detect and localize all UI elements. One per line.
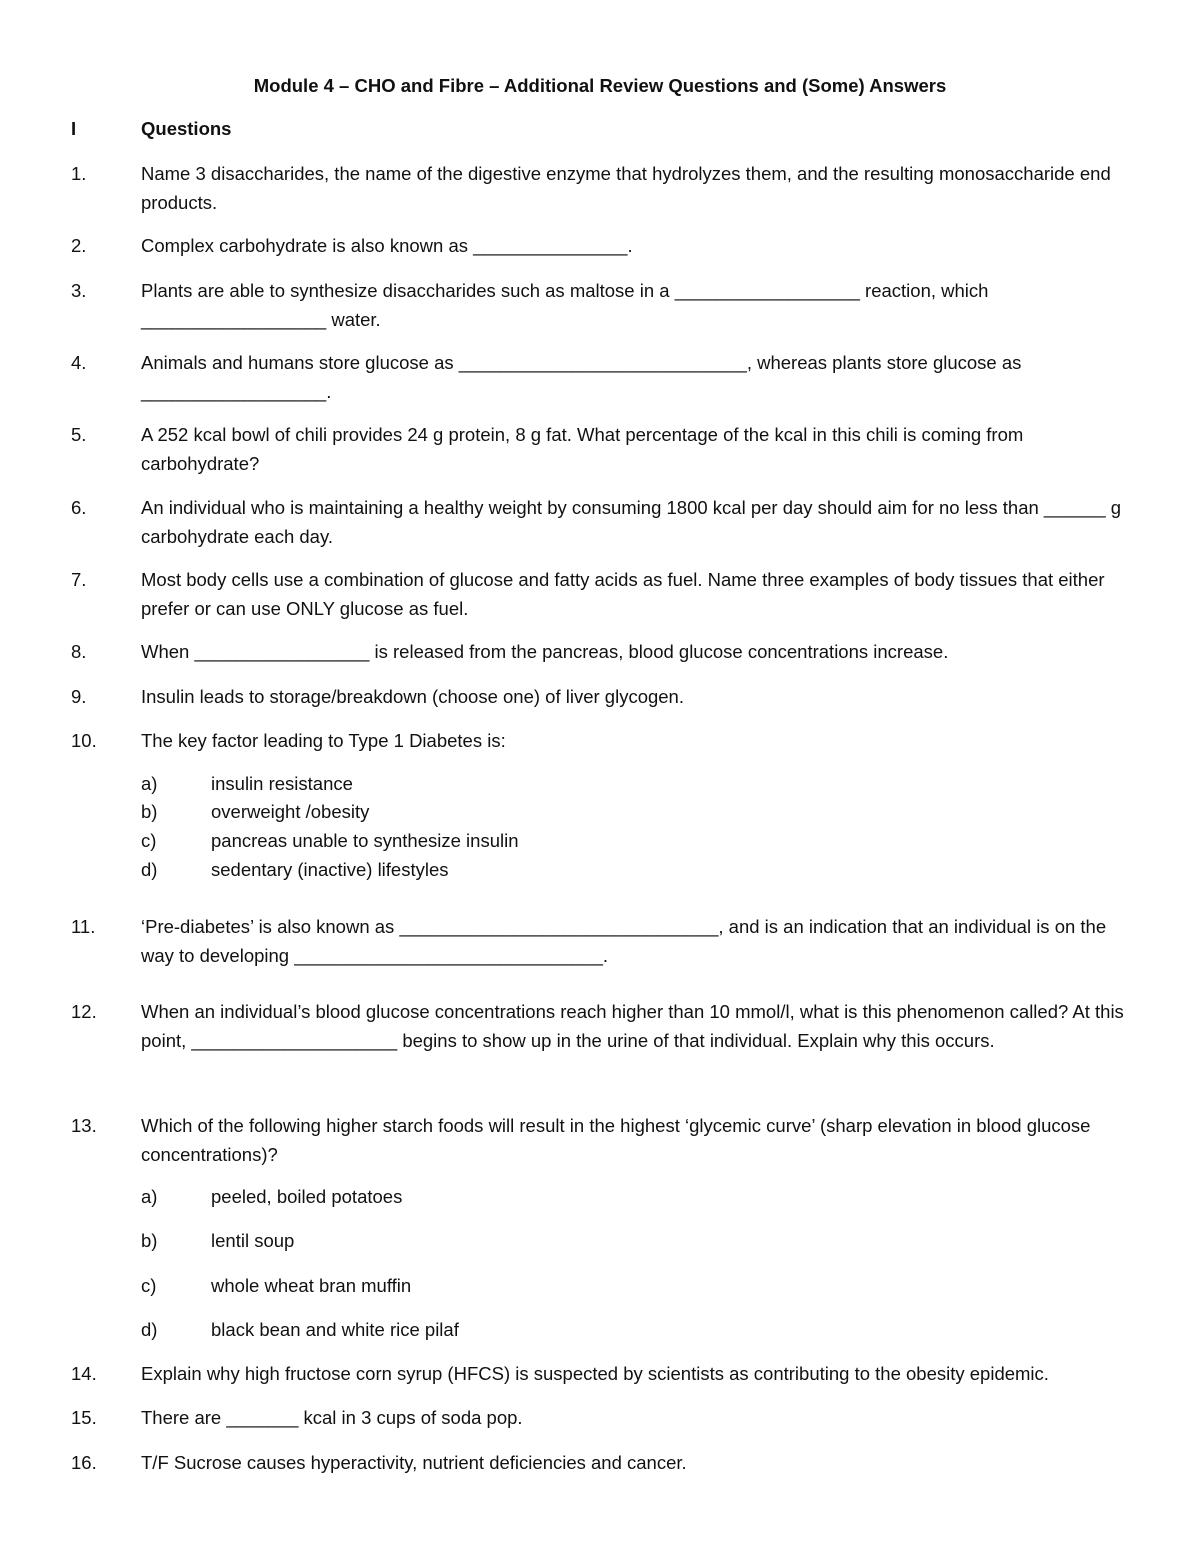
- question-text: Plants are able to synthesize disaccharides such as maltose in a __________________ reaction, which __________________ water.: [141, 280, 989, 330]
- question-number: 10.: [71, 730, 97, 751]
- question-number: 11.: [71, 916, 96, 937]
- answer-option: [141, 1318, 459, 1342]
- question-number: 6.: [71, 497, 87, 518]
- option-text: overweight /obesity: [211, 801, 370, 822]
- question-text: ‘Pre-diabetes’ is also known as _______________________________, and is an indication that an individual is on the way to developing ______________________________.: [141, 916, 1107, 966]
- document-title: Module 4 – CHO and Fibre – Additional Review Questions and (Some) Answers: [253, 75, 947, 96]
- answer-option: [141, 1185, 402, 1209]
- question-10: [71, 727, 1131, 756]
- option-letter: d): [141, 1319, 158, 1340]
- question-15: [71, 1404, 1131, 1433]
- question-6: [71, 494, 1131, 551]
- option-letter: c): [141, 1275, 157, 1296]
- question-9: [71, 683, 1131, 712]
- question-text: An individual who is maintaining a healthy weight by consuming 1800 kcal per day should aim for no less than ______ g carbohydrate each day.: [141, 497, 1122, 547]
- answer-option: [141, 772, 353, 796]
- question-7: [71, 566, 1131, 623]
- question-text: Most body cells use a combination of glucose and fatty acids as fuel. Name three examples of body tissues that either prefer or can use ONLY glucose as fuel.: [141, 569, 1105, 619]
- question-text: Explain why high fructose corn syrup (HFCS) is suspected by scientists as contributing to the obesity epidemic.: [141, 1363, 1049, 1384]
- question-text: When _________________ is released from the pancreas, blood glucose concentrations increase.: [141, 641, 949, 662]
- option-text: insulin resistance: [211, 773, 353, 794]
- answer-option: [141, 800, 369, 824]
- question-11: [71, 913, 1131, 970]
- question-8: [71, 638, 1131, 667]
- section-label: Questions: [141, 118, 232, 139]
- question-2: [71, 232, 1131, 261]
- question-text: A 252 kcal bowl of chili provides 24 g protein, 8 g fat. What percentage of the kcal in this chili is coming from carbohydrate?: [141, 424, 1024, 474]
- question-text: There are _______ kcal in 3 cups of soda pop.: [141, 1407, 523, 1428]
- question-text: Which of the following higher starch foods will result in the highest ‘glycemic curve’ (sharp elevation in blood glucose concentrations)?: [141, 1115, 1091, 1165]
- option-letter: d): [141, 859, 158, 880]
- question-1: [71, 160, 1131, 217]
- option-letter: a): [141, 773, 158, 794]
- option-text: whole wheat bran muffin: [211, 1275, 412, 1296]
- question-number: 7.: [71, 569, 87, 590]
- question-number: 1.: [71, 163, 87, 184]
- question-number: 8.: [71, 641, 87, 662]
- option-letter: c): [141, 830, 157, 851]
- section-heading: [71, 117, 231, 141]
- question-4: [71, 349, 1131, 406]
- option-text: pancreas unable to synthesize insulin: [211, 830, 519, 851]
- question-text: Complex carbohydrate is also known as _______________.: [141, 235, 633, 256]
- question-number: 14.: [71, 1363, 97, 1384]
- question-text: Insulin leads to storage/breakdown (choose one) of liver glycogen.: [141, 686, 684, 707]
- question-text: When an individual’s blood glucose concentrations reach higher than 10 mmol/l, what is this phenomenon called? At this point, ____________________ begins to show up in the urine of that individual. Explain why this occurs.: [141, 1001, 1124, 1051]
- question-16: [71, 1449, 1131, 1478]
- option-text: lentil soup: [211, 1230, 295, 1251]
- question-3: [71, 277, 1131, 334]
- question-number: 16.: [71, 1452, 97, 1473]
- question-text: Animals and humans store glucose as ____________________________, whereas plants store glucose as __________________.: [141, 352, 1022, 402]
- question-number: 3.: [71, 280, 87, 301]
- question-number: 15.: [71, 1407, 97, 1428]
- option-letter: a): [141, 1186, 158, 1207]
- question-text: The key factor leading to Type 1 Diabetes is:: [141, 730, 506, 751]
- question-12: [71, 998, 1131, 1055]
- question-5: [71, 421, 1131, 478]
- option-text: sedentary (inactive) lifestyles: [211, 859, 449, 880]
- question-14: [71, 1360, 1131, 1389]
- answer-option: [141, 1229, 294, 1253]
- question-text: Name 3 disaccharides, the name of the digestive enzyme that hydrolyzes them, and the resulting monosaccharide end products.: [141, 163, 1111, 213]
- option-text: black bean and white rice pilaf: [211, 1319, 459, 1340]
- question-number: 9.: [71, 686, 87, 707]
- option-text: peeled, boiled potatoes: [211, 1186, 403, 1207]
- question-number: 13.: [71, 1115, 97, 1136]
- answer-option: [141, 1274, 411, 1298]
- question-number: 5.: [71, 424, 87, 445]
- question-text: T/F Sucrose causes hyperactivity, nutrient deficiencies and cancer.: [141, 1452, 687, 1473]
- answer-option: [141, 829, 519, 853]
- question-number: 2.: [71, 235, 87, 256]
- question-13: [71, 1112, 1131, 1169]
- question-number: 12.: [71, 1001, 97, 1022]
- option-letter: b): [141, 801, 158, 822]
- question-number: 4.: [71, 352, 87, 373]
- answer-option: [141, 858, 449, 882]
- option-letter: b): [141, 1230, 158, 1251]
- section-number: I: [71, 118, 77, 139]
